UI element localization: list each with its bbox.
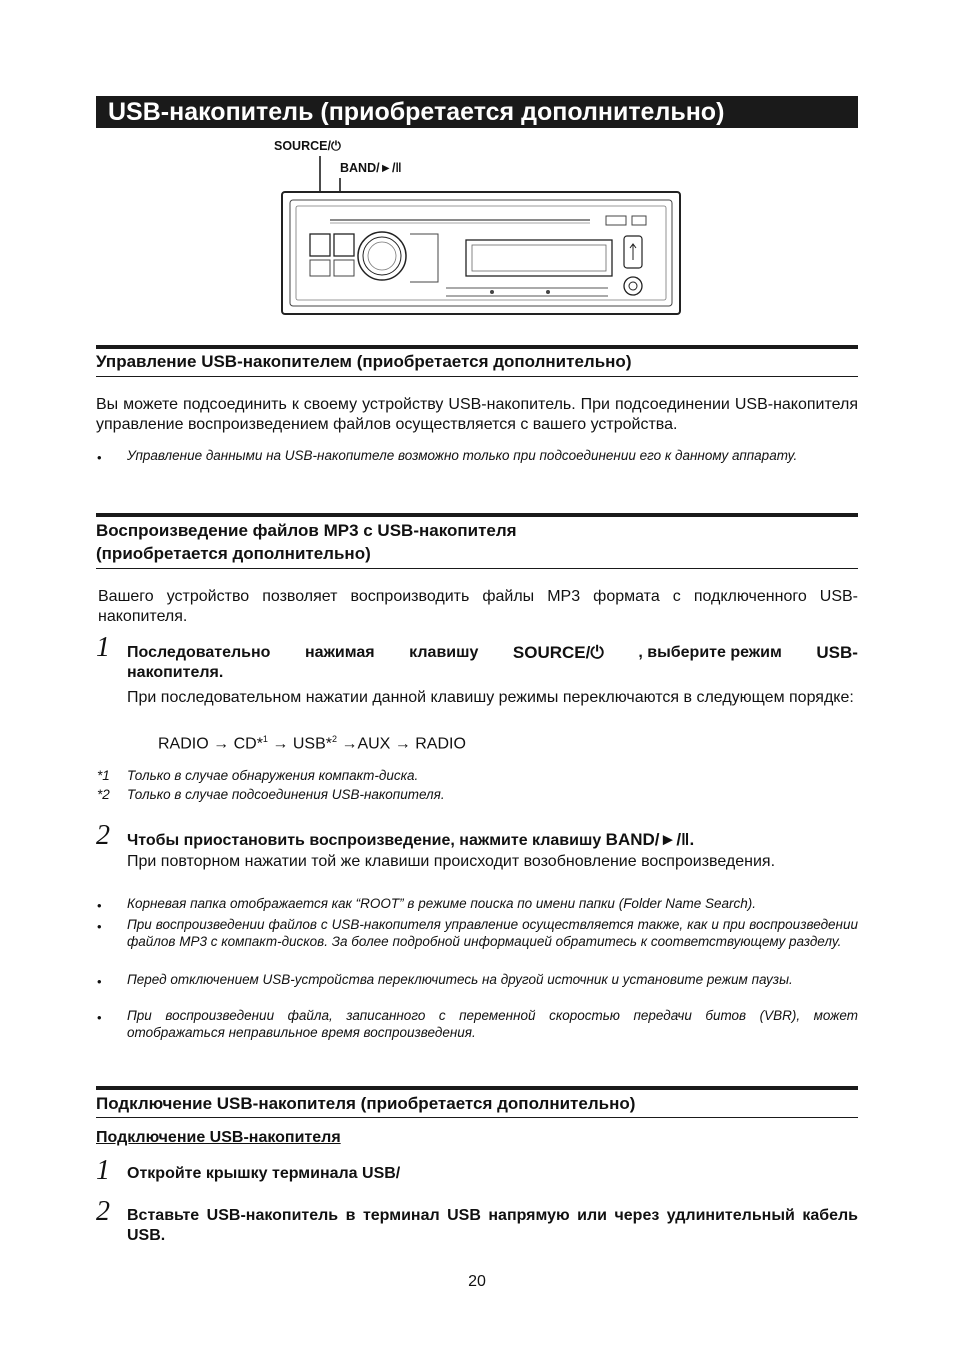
step-instruction: Чтобы приостановить воспроизведение, нажмите клавишу BAND/►/ǁ. <box>127 830 695 849</box>
section-rule <box>96 1117 858 1118</box>
step-word: нажимая <box>305 644 375 661</box>
step-number: 1 <box>96 1155 110 1186</box>
footnote-text: Только в случае обнаружения компакт-диска. <box>127 768 419 783</box>
source-key: SOURCE/⏻ <box>512 643 604 662</box>
band-key: BAND/►/ǁ. <box>605 830 695 849</box>
page-title: USB-накопитель (приобретается дополнительно) <box>96 96 858 128</box>
band-button-label: BAND/►/ǁ <box>340 161 402 175</box>
step-number: 1 <box>96 632 110 663</box>
footnote-text: Только в случае подсоединения USB-накопителя. <box>127 787 445 802</box>
bullet-icon: • <box>97 1010 102 1025</box>
bullet-icon: • <box>97 919 102 934</box>
footnote-mark: *1 <box>97 768 110 783</box>
step-instruction <box>127 643 858 683</box>
step-word: Последовательно <box>127 644 271 661</box>
section-heading: Подключение USB-накопителя (приобретается дополнительно) <box>96 1094 636 1113</box>
note: Перед отключением USB-устройства переключитесь на другой источник и установите режим паузы. <box>127 972 793 987</box>
section-heading-line2: (приобретается дополнительно) <box>96 544 371 563</box>
page-number: 20 <box>468 1273 486 1290</box>
step-description: При повторном нажатии той же клавиши происходит возобновление воспроизведения. <box>127 853 776 870</box>
bullet-icon: • <box>97 898 102 913</box>
section-rule <box>96 376 858 377</box>
step-instruction: Вставьте USB-накопитель в терминал USB напрямую или через удлинительный кабель USB. <box>127 1207 858 1244</box>
footnote-mark: *2 <box>97 787 110 802</box>
section-heading: Управление USB-накопителем (приобретается дополнительно) <box>96 352 632 371</box>
step-instruction: Откройте крышку терминала USB/ <box>127 1165 401 1182</box>
device-front-panel-illustration <box>270 150 690 320</box>
note: При воспроизведении файла, записанного с переменной скоростью передачи битов (VBR), может отображаться неправильное время воспроизведения. <box>127 1008 858 1040</box>
section-rule <box>96 513 858 517</box>
section-rule <box>96 1086 858 1090</box>
step-description: При последовательном нажатии данной клавишу режимы переключаются в следующем порядке: <box>127 689 854 706</box>
section-heading-line1: Воспроизведение файлов MP3 с USB-накопителя <box>96 521 517 540</box>
step-number: 2 <box>96 820 110 851</box>
source-button-label: SOURCE/⏻ <box>274 139 341 153</box>
subheading: Подключение USB-накопителя <box>96 1129 341 1146</box>
step-instruction-end: накопителя. <box>127 664 224 681</box>
mode-sequence: RADIO → CD*$^1$ → USB*$^2$ →AUX → RADIO <box>158 734 466 753</box>
usb-key: USB- <box>816 643 858 662</box>
step-text-mid: , выберите режим <box>638 644 782 661</box>
bullet-icon: • <box>97 450 102 465</box>
step-word: клавишу <box>409 644 479 661</box>
step-number: 2 <box>96 1196 110 1227</box>
section-rule <box>96 345 858 349</box>
section-rule <box>96 568 858 569</box>
paragraph: Вы можете подсоединить к своему устройству USB-накопитель. При подсоединении USB-накопителя управление воспроизведением файлов осуществляется с вашего устройства. <box>96 396 858 433</box>
paragraph: Вашего устройство позволяет воспроизводить файлы MP3 формата с подключенного USB-накопителя. <box>98 588 858 625</box>
note: Управление данными на USB-накопителе возможно только при подсоединении его к данному аппарату. <box>127 448 798 463</box>
note: Корневая папка отображается как “ROOT” в режиме поиска по имени папки (Folder Name Search). <box>127 896 756 911</box>
bullet-icon: • <box>97 974 102 989</box>
note: При воспроизведении файлов с USB-накопителя управление осуществляется также, как и при воспроизведении файлов MP3 с компакт-дисков. За более подробной информацией обратитесь к соответствующему разделу. <box>127 917 858 949</box>
